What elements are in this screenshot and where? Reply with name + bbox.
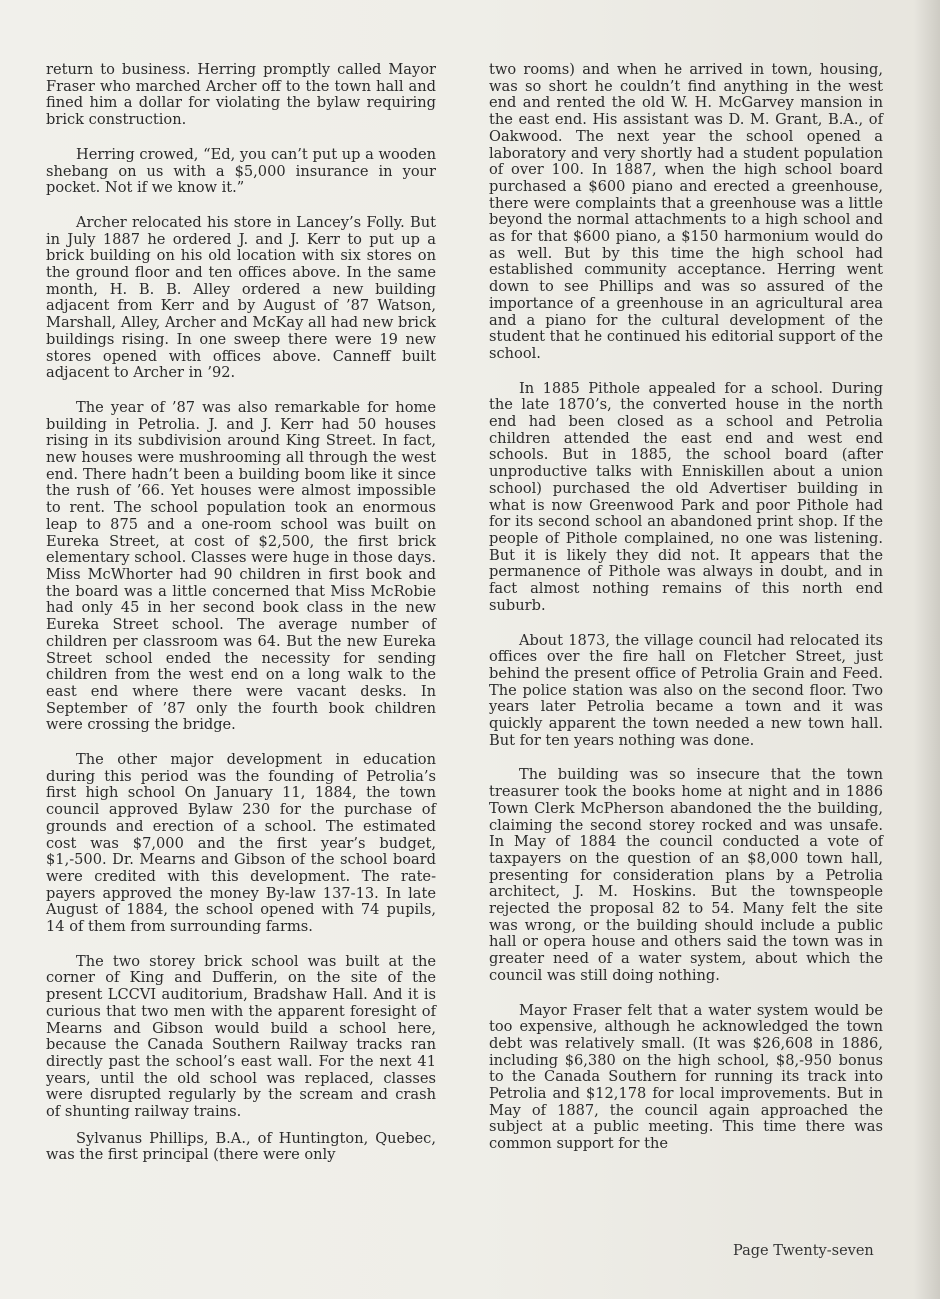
paragraph: Mayor Fraser felt that a water system would be too expensive, although he acknowledged the town debt was relatively small. (It was $26,608 in 1886, including $6,380 on the high school, $8,-950 bonus to the Canada Southern for running its track into Petrolia and $12,178 for local improvements. But in May of 1887, the council again approached the subject at a public meeting. This time there was common support for the <box>489 1001 883 1153</box>
left-column <box>46 62 436 1182</box>
page-edge-shadow <box>914 0 940 1299</box>
paragraph: Herring crowed, “Ed, you can’t put up a wooden shebang on us with a $5,000 insurance in your pocket. Not if we know it.” <box>46 145 436 197</box>
paragraph: The other major development in education during this period was the founding of Petrolia’s first high school On January 11, 1884, the town council approved Bylaw 230 for the purchase of grounds and erection of a school. The estimated cost was $7,000 and the first year’s budget, $1,-500. Dr. Mearns and Gibson of the school board were credited with this development. The rate-payers approved the money By-law 137-13. In late August of 1884, the school opened with 74 pupils, 14 of them from surrounding farms. <box>46 751 436 936</box>
paragraph: In 1885 Pithole appealed for a school. During the late 1870’s, the converted house in the north end had been closed as a school and Petrolia children attended the east end and west end schools. But in 1885, the school board (after unproductive talks with Enniskillen about a union school) purchased the old Advertiser building in what is now Greenwood Park and poor Pithole had for its second school an abandoned print shop. If the people of Pithole complained, no one was listening. But it is likely they did not. It appears that the permanence of Pithole was always in doubt, and in fact almost nothing remains of this north end suburb. <box>489 379 883 614</box>
page-number: Page Twenty-seven <box>733 1243 874 1259</box>
paragraph: return to business. Herring promptly called Mayor Fraser who marched Archer off to the town hall and fined him a dollar for violating the bylaw requiring brick construction. <box>46 61 436 129</box>
paragraph: About 1873, the village council had relocated its offices over the fire hall on Fletcher Street, just behind the present office of Petrolia Grain and Feed. The police station was also on the second floor. Two years later Petrolia became a town and it was quickly apparent the town needed a new town hall. But for ten years nothing was done. <box>489 631 883 749</box>
paragraph: The year of ’87 was also remarkable for home building in Petrolia. J. and J. Kerr had 50 houses rising in its subdivision around King Street. In fact, new houses were mushrooming all through the west end. There hadn’t been a building boom like it since the rush of ’66. Yet houses were almost impossible to rent. The school population took an enormous leap to 875 and a one-room school was built on Eureka Street, at cost of $2,500, the first brick elementary school. Classes were huge in those days. Miss McWhorter had 90 children in first book and the board was a little concerned that Miss McRobie had only 45 in her second book class in the new Eureka Street school. The average number of children per classroom was 64. But the new Eureka Street school ended the necessity for sending children from the west end on a long walk to the east end where there were vacant desks. In September of ’87 only the fourth book children were crossing the bridge. <box>46 398 436 734</box>
paragraph: The two storey brick school was built at the corner of King and Dufferin, on the site of the present LCCVI auditorium, Bradshaw Hall. And it is curious that two men with the apparent foresight of Mearns and Gibson would build a school here, because the Canada Southern Railway tracks ran directly past the school’s east wall. For the next 41 years, until the old school was replaced, classes were disrupted regularly by the scream and crash of shunting railway trains. <box>46 952 436 1121</box>
right-column <box>489 62 883 1171</box>
paragraph: Sylvanus Phillips, B.A., of Huntington, Quebec, was the first principal (there were only <box>46 1129 436 1164</box>
paragraph: Archer relocated his store in Lancey’s Folly. But in July 1887 he ordered J. and J. Kerr to put up a brick building on his old location with six stores on the ground floor and ten offices above. In the same month, H. B. B. Alley ordered a new building adjacent from Kerr and by August of ’87 Watson, Marshall, Alley, Archer and McKay all had new brick buildings rising. In one sweep there were 19 new stores opened with offices above. Canneff built adjacent to Archer in ’92. <box>46 213 436 382</box>
paragraph: The building was so insecure that the town treasurer took the books home at night and in 1886 Town Clerk McPherson abandoned the the building, claiming the second storey rocked and was unsafe. In May of 1884 the council conducted a vote of taxpayers on the question of an $8,000 town hall, presenting for consideration plans by a Petrolia architect, J. M. Hoskins. But the townspeople rejected the proposal 82 to 54. Many felt the site was wrong, or the building should include a public hall or opera house and others said the town was in greater need of a water system, about which the council was still doing nothing. <box>489 766 883 984</box>
paragraph: two rooms) and when he arrived in town, housing, was so short he couldn’t find anything in the west end and rented the old W. H. McGarvey mansion in the east end. His assistant was D. M. Grant, B.A., of Oakwood. The next year the school opened a laboratory and very shortly had a student population of over 100. In 1887, when the high school board purchased a $600 piano and erected a greenhouse, there were complaints that a greenhouse was a little beyond the normal attachments to a high school and as for that $600 piano, a $150 harmonium would do as well. But by this time the high school had established community acceptance. Herring went down to see Phillips and was so assured of the importance of a greenhouse in an agricultural area and a piano for the cultural development of the student that he continued his editorial support of the school. <box>489 61 883 362</box>
